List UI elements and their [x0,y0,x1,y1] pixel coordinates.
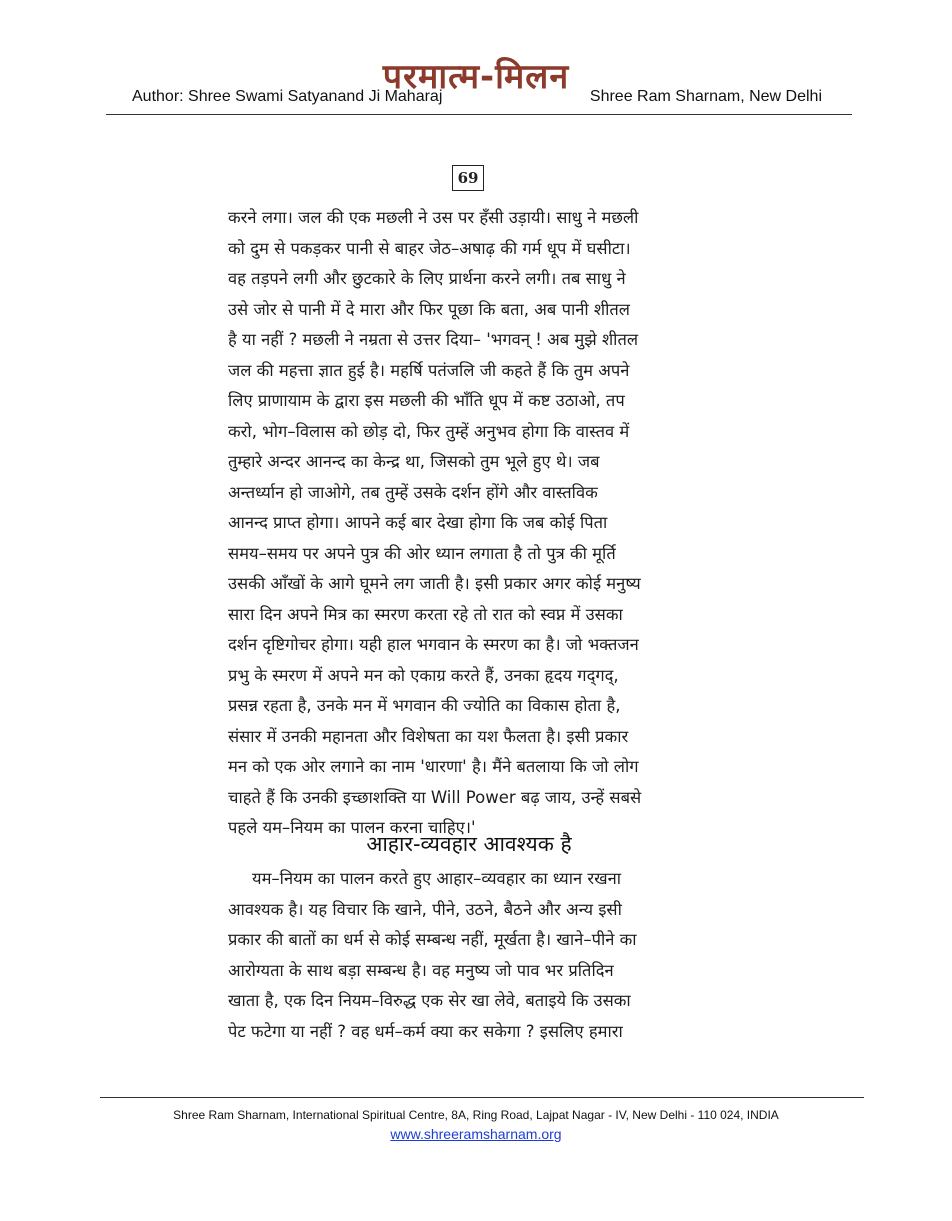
text-line: लिए प्राणायाम के द्वारा इस मछली की भाँति धूप में कष्ट उठाओ, तप [228,391,625,410]
text-line: अन्तर्ध्यान हो जाओगे, तब तुम्हें उसके दर्शन होंगे और वास्तविक [228,482,598,502]
text-line: तुम्हारे अन्दर आनन्द का केन्द्र था, जिसको तुम भूले हुए थे। जब [228,452,600,471]
paragraph-1 [228,203,710,844]
book-title: परमात्म-मिलन [382,57,570,97]
text-line: आवश्यक है। यह विचार कि खाने, पीने, उठने, बैठने और अन्य इसी [228,899,622,919]
text-line: को दुम से पकड़कर पानी से बाहर जेठ–अषाढ़ की गर्म धूप में घसीटा। [228,238,631,258]
text-line: संसार में उनकी महानता और विशेषता का यश फैलता है। इसी प्रकार [228,726,629,746]
text-line: खाता है, एक दिन नियम–विरुद्ध एक सेर खा लेवे, बताइये कि उसका [228,991,631,1010]
text-line: पहले यम–नियम का पालन करना चाहिए।' [228,818,476,837]
section-heading: आहार-व्यवहार आवश्यक है [366,832,572,856]
author-line: Author: Shree Swami Satyanand Ji Maharaj [132,88,443,105]
page-number: 69 [452,165,484,191]
publisher-line: Shree Ram Sharnam, New Delhi [589,88,822,105]
text-line: प्रकार की बातों का धर्म से कोई सम्बन्ध नहीं, मूर्खता है। खाने–पीने का [228,930,637,949]
text-line: वह तड़पने लगी और छुटकारे के लिए प्रार्थना करने लगी। तब साधु ने [228,269,626,288]
text-line: जल की महत्ता ज्ञात हुई है। महर्षि पतंजलि जी कहते हैं कि तुम अपने [228,360,630,380]
footer-address: Shree Ram Sharnam, International Spiritual Centre, 8A, Ring Road, Lajpat Nagar - IV, New Delhi - 110 024, INDIA [173,1108,779,1122]
paragraph-2 [228,864,710,1047]
text-line: आनन्द प्राप्त होगा। आपने कई बार देखा होगा कि जब कोई पिता [228,513,608,532]
text-line: सारा दिन अपने मित्र का स्मरण करता रहे तो रात को स्वप्न में उसका [228,604,623,624]
text-line: आरोग्यता के साथ बड़ा सम्बन्ध है। वह मनुष्य जो पाव भर प्रतिदिन [228,960,614,980]
text-line: यम–नियम का पालन करते हुए आहार–व्यवहार का ध्यान रखना [252,869,622,888]
footer-divider [100,1097,864,1098]
website-link[interactable]: www.shreeramsharnam.org [390,1126,562,1142]
text-line: करो, भोग–विलास को छोड़ दो, फिर तुम्हें अनुभव होगा कि वास्तव में [228,421,630,441]
text-line: मन को एक ओर लगाने का नाम 'धारणा' है। मैंने बतलाया कि जो लोग [228,757,639,776]
text-line: प्रसन्न रहता है, उनके मन में भगवान की ज्योति का विकास होता है, [228,696,621,715]
text-line: करने लगा। जल की एक मछली ने उस पर हँसी उड़ायी। साधु ने मछली [228,208,639,227]
text-line: उसे जोर से पानी में दे मारा और फिर पूछा कि बता, अब पानी शीतल [228,299,630,319]
text-line: पेट फटेगा या नहीं ? वह धर्म–कर्म क्या कर सकेगा ? इसलिए हमारा [228,1021,623,1041]
text-line: उसकी आँखों के आगे घूमने लग जाती है। इसी प्रकार अगर कोई मनुष्य [228,574,641,593]
text-line: समय–समय पर अपने पुत्र की ओर ध्यान लगाता है तो पुत्र की मूर्ति [228,543,616,563]
text-line: प्रभु के स्मरण में अपने मन को एकाग्र करते हैं, उनका हृदय गद्‌गद्, [228,665,619,685]
text-line: चाहते हैं कि उनकी इच्छाशक्ति या Will Power बढ़ जाय, उन्हें सबसे [228,787,642,807]
text-line: दर्शन दृष्टिगोचर होगा। यही हाल भगवान के स्मरण का है। जो भक्तजन [228,635,639,654]
text-line: है या नहीं ? मछली ने नम्रता से उत्तर दिया– 'भगवन् ! अब मुझे शीतल [228,330,639,349]
header-divider [106,114,852,115]
